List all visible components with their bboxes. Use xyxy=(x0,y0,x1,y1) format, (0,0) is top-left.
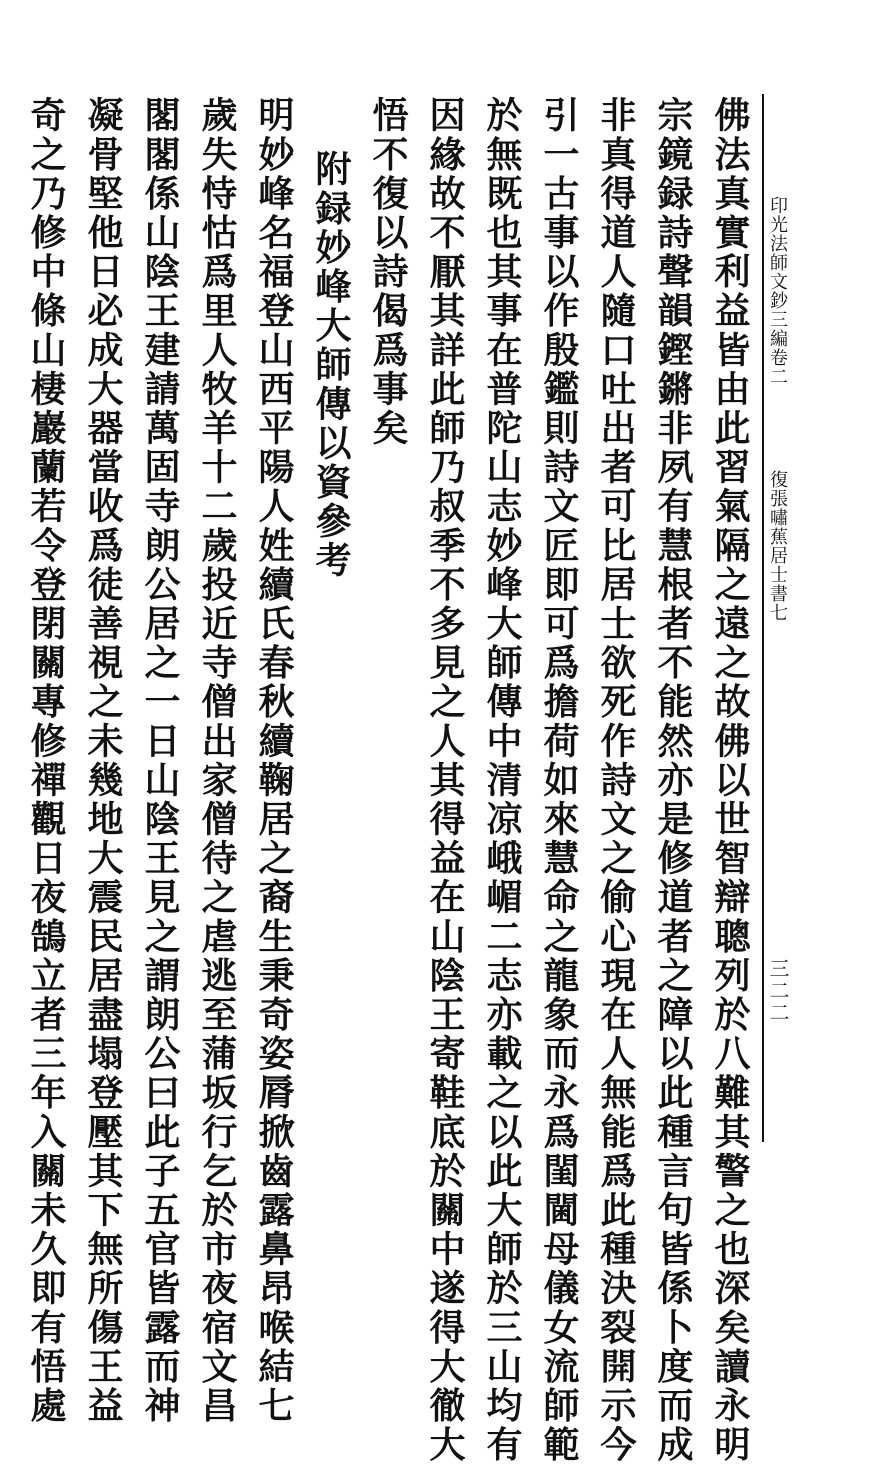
text-column-9: 明妙峰名福登山西平陽人姓續氏春秋續鞠居之裔生秉奇姿脣掀齒露鼻昂喉結七 xyxy=(253,96,295,1426)
text-column-5: 於無既也其事在普陀山志妙峰大師傳中清凉峨嵋二志亦載之以此大師於三山均有 xyxy=(481,96,523,1465)
text-column-10: 歲失恃怙爲里人牧羊十二歲投近寺僧出家僧待之虐逃至蒲坂行乞於市夜宿文昌 xyxy=(196,96,238,1426)
text-column-6: 因緣故不厭其詳此師乃叔季不多見之人其得益在山陰王寄鞋底於關中遂得大徹大 xyxy=(424,96,466,1465)
text-column-11: 閣閣係山陰王建請萬固寺朗公居之一日山陰王見之謂朗公曰此子五官皆露而神 xyxy=(139,96,181,1426)
book-title: 印光法師文鈔三編卷二 xyxy=(767,196,788,386)
letter-title: 復張嘯蕉居士書七 xyxy=(767,470,788,622)
text-column-1: 佛法真實利益皆由此習氣隔之遠之故佛以世智辯聰列於八難其警之也深矣讀永明 xyxy=(709,96,751,1465)
text-column-4: 引一古事以作殷鑑則詩文匠即可爲擔荷如來慧命之龍象而永爲閨閫母儀女流師範 xyxy=(538,96,580,1465)
right-border-line xyxy=(762,94,764,1142)
text-column-2: 宗鏡録詩聲韻鏗鏘非夙有慧根者不能然亦是修道者之障以此種言句皆係卜度而成 xyxy=(652,96,694,1465)
text-column-12: 凝骨堅他日必成大器當收爲徒善視之未幾地大震民居盡塌登壓其下無所傷王益 xyxy=(82,96,124,1426)
text-column-3: 非真得道人隨口吐出者可比居士欲死作詩文之偷心現在人無能爲此種決裂開示今 xyxy=(595,96,637,1465)
text-column-8: 附録妙峰大師傳以資參考 xyxy=(310,150,352,581)
text-column-13: 奇之乃修中條山棲巖蘭若令登閉關專修禪觀日夜鵠立者三年入關未久即有悟處 xyxy=(25,96,67,1426)
text-column-7: 悟不復以詩偈爲事矣 xyxy=(367,96,409,448)
page-number: 三二二 xyxy=(766,958,790,1024)
